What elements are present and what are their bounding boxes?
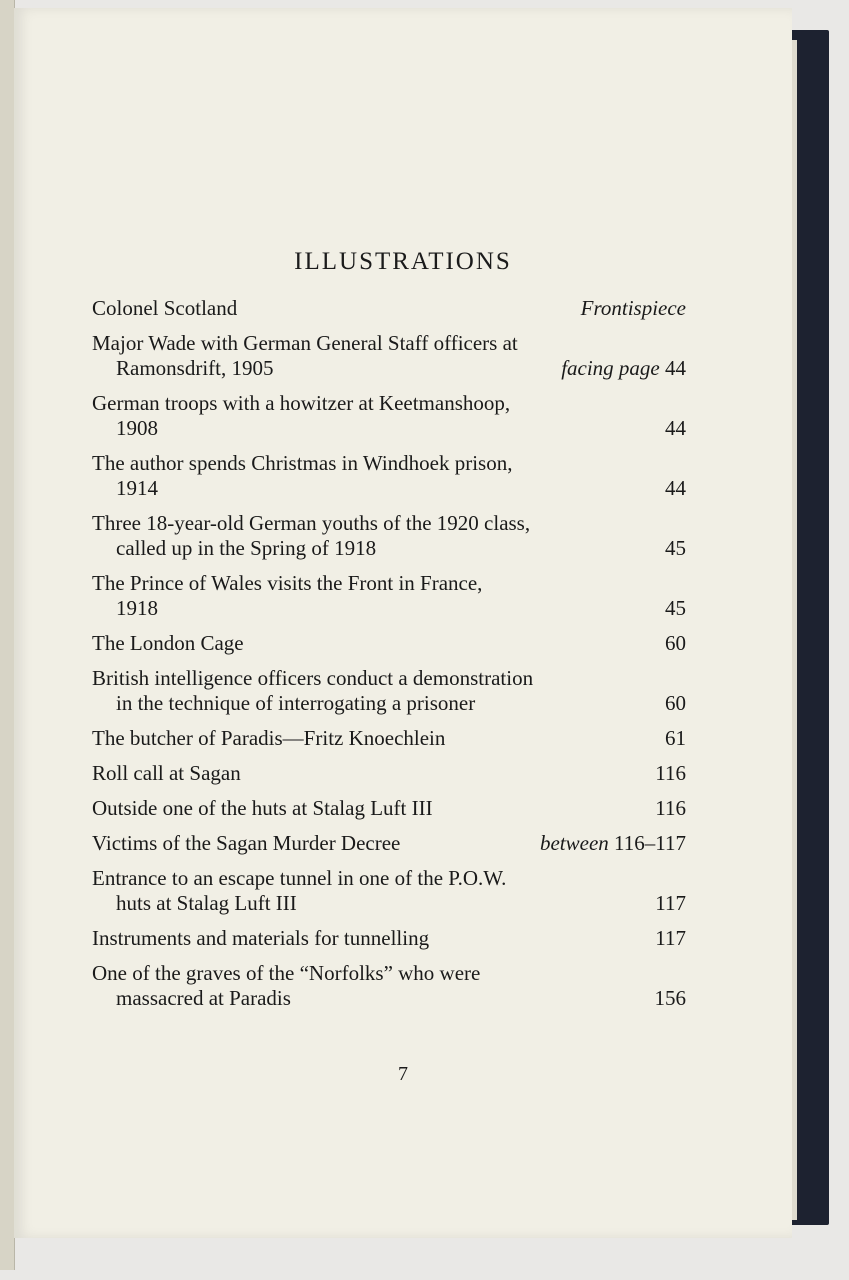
illustration-caption-continued: 1908 — [116, 416, 158, 440]
page-reference — [655, 986, 687, 1011]
list-item — [92, 866, 686, 916]
list-item — [92, 726, 686, 751]
page-reference-label: between — [539, 831, 609, 855]
page-reference — [581, 296, 686, 321]
page-reference-number: 44 — [665, 356, 686, 380]
illustration-caption: The author spends Christmas in Windhoek prison, — [92, 451, 513, 475]
page-reference-number: 156 — [654, 986, 686, 1010]
illustration-caption: One of the graves of the “Norfolks” who were — [92, 961, 481, 985]
list-item — [92, 391, 686, 441]
list-item — [92, 571, 686, 621]
list-item — [92, 451, 686, 501]
page-reference — [665, 416, 686, 441]
page-reference-label: Frontispiece — [580, 296, 686, 320]
illustration-caption: The butcher of Paradis—Fritz Knoechlein — [92, 726, 446, 750]
illustration-caption: The London Cage — [92, 631, 244, 655]
page-reference-number: 45 — [665, 536, 686, 560]
page-reference-number: 60 — [665, 631, 686, 655]
illustration-caption: Major Wade with German General Staff officers at — [92, 331, 518, 355]
list-item — [92, 666, 686, 716]
illustration-caption: German troops with a howitzer at Keetmanshoop, — [92, 391, 511, 415]
page-reference-number: 117 — [655, 891, 686, 915]
book-page — [14, 8, 792, 1238]
illustration-caption: British intelligence officers conduct a demonstration — [92, 666, 534, 690]
page-reference-number: 117 — [655, 926, 686, 950]
page-reference — [655, 796, 686, 821]
illustration-caption: The Prince of Wales visits the Front in France, — [92, 571, 483, 595]
page-reference-number: 116 — [655, 761, 686, 785]
list-item — [92, 961, 686, 1011]
page-reference — [655, 926, 686, 951]
page-title: ILLUSTRATIONS — [294, 248, 512, 275]
page-reference-number: 45 — [665, 596, 686, 620]
page-reference-number: 60 — [665, 691, 686, 715]
list-item — [92, 511, 686, 561]
list-item — [92, 926, 686, 951]
page-reference — [665, 691, 686, 716]
illustration-caption: Victims of the Sagan Murder Decree — [92, 831, 401, 855]
list-item — [92, 796, 686, 821]
list-item — [92, 631, 686, 656]
page-reference — [561, 356, 686, 381]
list-item — [92, 761, 686, 786]
page-reference — [655, 891, 686, 916]
illustration-caption: Colonel Scotland — [92, 296, 238, 320]
illustration-caption: Entrance to an escape tunnel in one of the P.O.W. — [92, 866, 507, 890]
left-page-edge — [0, 0, 15, 1270]
page-reference — [540, 831, 686, 856]
illustration-caption: Roll call at Sagan — [92, 761, 241, 785]
list-item — [92, 296, 686, 321]
illustration-caption-continued: 1914 — [116, 476, 158, 500]
illustration-caption-continued: massacred at Paradis — [116, 986, 291, 1010]
page-reference-number: 116 — [655, 796, 686, 820]
page-reference-label: facing page — [561, 356, 660, 380]
page-number: 7 — [398, 1063, 408, 1085]
illustration-caption: Instruments and materials for tunnelling — [92, 926, 430, 950]
page-reference — [665, 476, 686, 501]
list-item — [92, 331, 686, 381]
illustrations-list — [92, 296, 686, 1021]
page-reference-number: 44 — [665, 416, 686, 440]
page-reference — [665, 726, 686, 751]
illustration-caption-continued: Ramonsdrift, 1905 — [116, 356, 274, 380]
illustration-caption-continued: called up in the Spring of 1918 — [116, 536, 377, 560]
page-reference — [665, 536, 686, 561]
illustration-caption-continued: 1918 — [116, 596, 158, 620]
page-reference-number: 116–117 — [614, 831, 686, 855]
illustration-caption-continued: in the technique of interrogating a prisoner — [116, 691, 476, 715]
page-reference-number: 44 — [665, 476, 686, 500]
illustration-caption: Outside one of the huts at Stalag Luft III — [92, 796, 433, 820]
page-reference — [665, 631, 686, 656]
illustration-caption-continued: huts at Stalag Luft III — [116, 891, 297, 915]
page-reference-number: 61 — [665, 726, 686, 750]
page-reference — [665, 596, 686, 621]
illustration-caption: Three 18-year-old German youths of the 1920 class, — [92, 511, 531, 535]
list-item — [92, 831, 686, 856]
page-reference — [655, 761, 686, 786]
